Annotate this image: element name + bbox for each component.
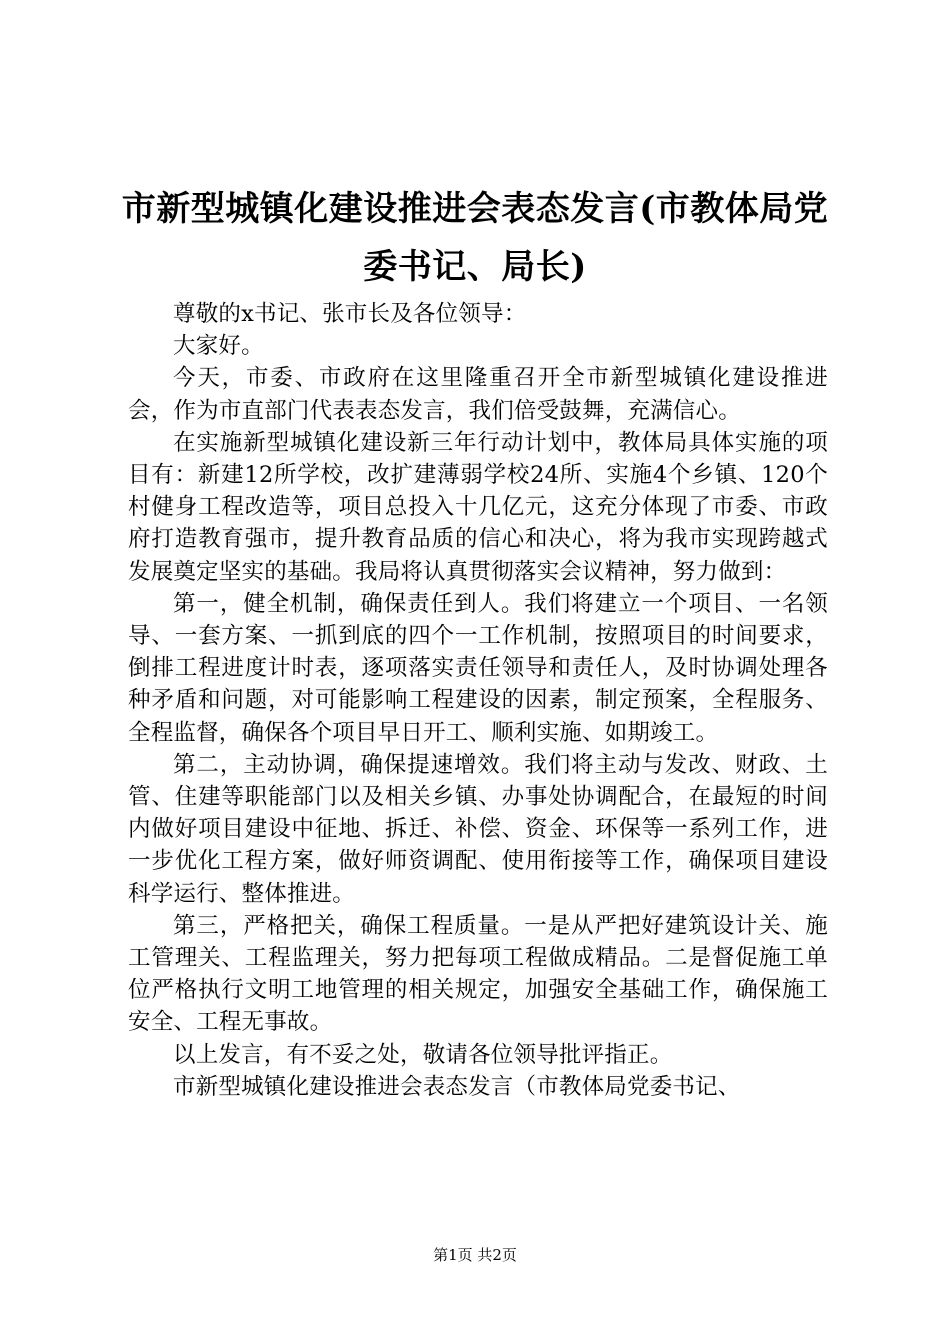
page-footer: 第1页 共2页 [433,1246,517,1264]
paragraph-continued-title: 市新型城镇化建设推进会表态发言（市教体局党委书记、 [173,1073,741,1100]
paragraph-second: 第二，主动协调，确保提速增效。我们将主动与发改、财政、土管、住建等职能部门以及相关乡镇、办事处协调配合，在最短的时间内做好项目建设中征地、拆迁、补偿、资金、环保等一系列工作，进一步优化工程方案，做好师资调配、使用衔接等工作，确保项目建设科学运行、整体推进。 [128,751,828,907]
document-title: 市新型城镇化建设推进会表态发言(市教体局党委书记、局长) [121,189,829,287]
paragraph-greeting: 大家好。 [173,333,264,360]
paragraph-first: 第一，健全机制，确保责任到人。我们将建立一个项目、一名领导、一套方案、一抓到底的四个一工作机制，按照项目的时间要求，倒排工程进度计时表，逐项落实责任领导和责任人，及时协调处理各种矛盾和问题，对可能影响工程建设的因素，制定预案，全程服务、全程监督，确保各个项目早日开工、顺利实施、如期竣工。 [128,590,828,746]
paragraph-salutation: 尊敬的x书记、张市长及各位领导： [173,301,527,327]
paragraph-projects: 在实施新型城镇化建设新三年行动计划中，教体局具体实施的项目有：新建12所学校，改扩建薄弱学校24所、实施4个乡镇、120个村健身工程改造等，项目总投入十几亿元，这充分体现了市委、市政府打造教育强市，提升教育品质的信心和决心，将为我市实现跨越式发展奠定坚实的基础。我局将认真贯彻落实会议精神，努力做到： [128,429,828,585]
paragraph-intro: 今天，市委、市政府在这里隆重召开全市新型城镇化建设推进会，作为市直部门代表表态发言，我们倍受鼓舞，充满信心。 [128,365,828,424]
document-body [128,298,828,1103]
paragraph-third: 第三，严格把关，确保工程质量。一是从严把好建筑设计关、施工管理关、工程监理关，努力把每项工程做成精品。二是督促施工单位严格执行文明工地管理的相关规定，加强安全基础工作，确保施工安全、工程无事故。 [128,912,828,1036]
paragraph-closing: 以上发言，有不妥之处，敬请各位领导批评指正。 [173,1041,673,1068]
